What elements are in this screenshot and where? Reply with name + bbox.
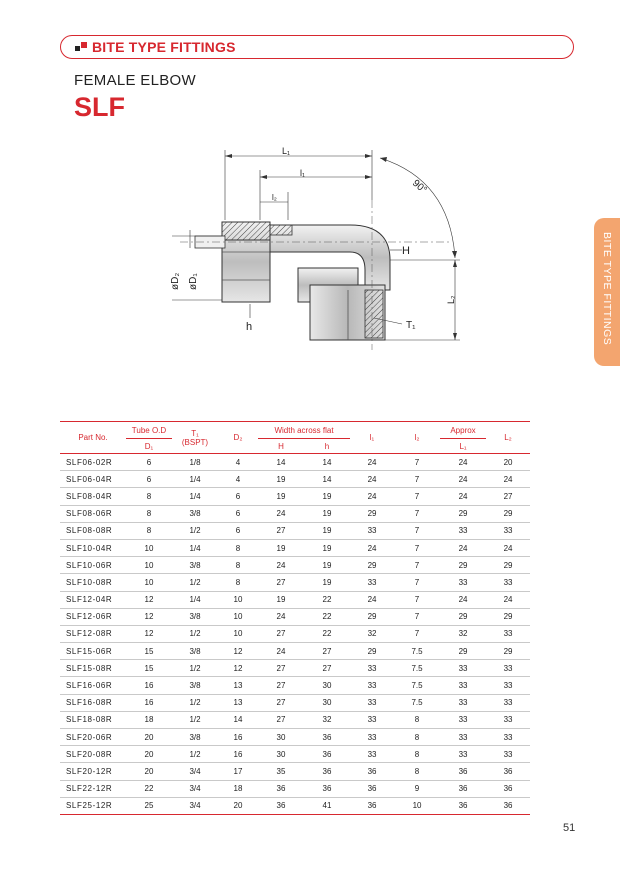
table-row (60, 694, 530, 711)
table-cell: 8 (126, 488, 172, 505)
table-cell: 1/4 (172, 539, 218, 556)
table-cell: 8 (394, 729, 440, 746)
col-H: H (278, 441, 284, 451)
table-cell: 33 (350, 660, 394, 677)
table-cell: 16 (218, 746, 258, 763)
part-number-cell: SLF10-08R (60, 574, 126, 591)
table-cell: 16 (126, 677, 172, 694)
table-cell: 41 (304, 797, 350, 814)
table-cell: 10 (218, 591, 258, 608)
table-cell: 24 (486, 471, 530, 488)
table-cell: 24 (440, 454, 486, 471)
table-cell: 20 (126, 763, 172, 780)
table-cell: 36 (304, 780, 350, 797)
table-cell: 10 (126, 574, 172, 591)
table-cell: 36 (440, 763, 486, 780)
table-row (60, 729, 530, 746)
table-cell: 30 (304, 677, 350, 694)
table-cell: 33 (440, 660, 486, 677)
part-number-cell: SLF10-04R (60, 539, 126, 556)
table-cell: 1/2 (172, 694, 218, 711)
part-number-cell: SLF08-04R (60, 488, 126, 505)
table-cell: 36 (350, 780, 394, 797)
table-cell: 32 (350, 625, 394, 642)
table-cell: 33 (350, 729, 394, 746)
table-cell: 6 (218, 505, 258, 522)
part-number-cell: SLF12-06R (60, 608, 126, 625)
table-cell: 33 (486, 660, 530, 677)
table-cell: 29 (440, 505, 486, 522)
table-cell: 27 (304, 643, 350, 660)
angle-label: 90° (410, 177, 429, 197)
table-cell: 7 (394, 505, 440, 522)
table-cell: 14 (258, 454, 304, 471)
table-cell: 35 (258, 763, 304, 780)
dim-T1: T₁ (406, 320, 416, 331)
table-cell: 12 (126, 625, 172, 642)
table-cell: 36 (258, 797, 304, 814)
table-cell: 24 (440, 591, 486, 608)
table-cell: 33 (486, 625, 530, 642)
table-cell: 13 (218, 677, 258, 694)
table-cell: 3/8 (172, 505, 218, 522)
col-l2: l₂ (414, 433, 420, 442)
table-cell: 7.5 (394, 677, 440, 694)
table-cell: 36 (440, 780, 486, 797)
col-h: h (324, 441, 330, 451)
table-cell: 6 (218, 488, 258, 505)
table-cell: 36 (304, 746, 350, 763)
col-t1: T₁ (BSPT) (181, 428, 209, 447)
table-cell: 10 (218, 608, 258, 625)
table-row (60, 505, 530, 522)
nut-body (222, 222, 270, 302)
part-number-cell: SLF15-06R (60, 643, 126, 660)
table-cell: 22 (304, 625, 350, 642)
col-l1: l₁ (369, 433, 375, 442)
table-cell: 20 (218, 797, 258, 814)
table-cell: 33 (486, 694, 530, 711)
table-cell: 29 (440, 608, 486, 625)
table-cell: 7.5 (394, 660, 440, 677)
table-cell: 12 (218, 643, 258, 660)
table-cell: 14 (218, 711, 258, 728)
dim-L1: L₁ (282, 146, 291, 156)
col-tube-od: Tube O.D (126, 422, 172, 439)
table-cell: 1/4 (172, 591, 218, 608)
table-cell: 19 (258, 539, 304, 556)
table-row (60, 780, 530, 797)
table-cell: 27 (258, 522, 304, 539)
table-cell: 15 (126, 660, 172, 677)
part-number-cell: SLF22-12R (60, 780, 126, 797)
table-cell: 3/8 (172, 643, 218, 660)
table-cell: 24 (440, 471, 486, 488)
table-cell: 27 (304, 660, 350, 677)
table-cell: 33 (440, 694, 486, 711)
part-number-cell: SLF08-08R (60, 522, 126, 539)
table-cell: 33 (350, 677, 394, 694)
table-cell: 19 (304, 557, 350, 574)
table-cell: 36 (304, 763, 350, 780)
table-row (60, 746, 530, 763)
table-cell: 29 (440, 557, 486, 574)
dim-l2: l₂ (272, 193, 277, 202)
table-cell: 29 (350, 557, 394, 574)
table-cell: 10 (218, 625, 258, 642)
table-cell: 30 (304, 694, 350, 711)
table-cell: 33 (440, 711, 486, 728)
table-cell: 13 (218, 694, 258, 711)
table-cell: 33 (350, 574, 394, 591)
side-tab-label: BITE TYPE FITTINGS (601, 232, 613, 346)
table-cell: 18 (218, 780, 258, 797)
table-cell: 19 (304, 574, 350, 591)
table-cell: 7 (394, 574, 440, 591)
table-cell: 32 (304, 711, 350, 728)
part-number-cell: SLF20-06R (60, 729, 126, 746)
table-cell: 27 (258, 574, 304, 591)
table-cell: 14 (304, 454, 350, 471)
table-cell: 1/2 (172, 574, 218, 591)
part-number-cell: SLF20-12R (60, 763, 126, 780)
table-cell: 1/2 (172, 660, 218, 677)
table-cell: 33 (486, 677, 530, 694)
col-approx: Approx (440, 422, 486, 439)
part-number-cell: SLF12-08R (60, 625, 126, 642)
col-d2: D₂ (233, 433, 243, 442)
side-tab[interactable] (594, 218, 620, 366)
table-cell: 33 (440, 677, 486, 694)
table-cell: 7 (394, 471, 440, 488)
table-cell: 3/4 (172, 797, 218, 814)
table-cell: 8 (218, 574, 258, 591)
table-cell: 24 (440, 488, 486, 505)
table-cell: 3/8 (172, 608, 218, 625)
table-cell: 19 (304, 522, 350, 539)
table-cell: 1/8 (172, 454, 218, 471)
section-title: BITE TYPE FITTINGS (92, 39, 236, 55)
table-cell: 27 (258, 694, 304, 711)
table-row (60, 557, 530, 574)
table-cell: 6 (218, 522, 258, 539)
table-cell: 24 (440, 539, 486, 556)
table-cell: 24 (258, 643, 304, 660)
table-cell: 24 (258, 505, 304, 522)
table-cell: 27 (258, 677, 304, 694)
table-cell: 24 (350, 539, 394, 556)
table-cell: 1/2 (172, 746, 218, 763)
table-cell: 30 (258, 729, 304, 746)
table-cell: 24 (258, 557, 304, 574)
table-cell: 33 (486, 746, 530, 763)
part-number-cell: SLF12-04R (60, 591, 126, 608)
table-cell: 7 (394, 591, 440, 608)
table-row (60, 574, 530, 591)
part-number-cell: SLF06-04R (60, 471, 126, 488)
table-cell: 36 (304, 729, 350, 746)
part-number-cell: SLF15-08R (60, 660, 126, 677)
dim-h: h (246, 321, 253, 333)
table-cell: 19 (304, 539, 350, 556)
table-cell: 32 (440, 625, 486, 642)
table-cell: 25 (126, 797, 172, 814)
table-row (60, 625, 530, 642)
dim-D2: øD₂ (170, 272, 181, 290)
table-cell: 29 (486, 608, 530, 625)
table-cell: 33 (440, 729, 486, 746)
col-width-across-flat: Width across flat (258, 422, 350, 439)
table-cell: 10 (126, 539, 172, 556)
table-cell: 36 (440, 797, 486, 814)
table-cell: 7 (394, 557, 440, 574)
table-cell: 12 (126, 591, 172, 608)
dimension-table (60, 421, 530, 815)
table-cell: 12 (218, 660, 258, 677)
table-cell: 24 (350, 591, 394, 608)
table-cell: 33 (350, 746, 394, 763)
table-cell: 19 (258, 591, 304, 608)
table-cell: 9 (394, 780, 440, 797)
table-cell: 6 (126, 471, 172, 488)
table-cell: 33 (486, 522, 530, 539)
table-cell: 20 (126, 729, 172, 746)
table-cell: 33 (440, 522, 486, 539)
col-d1: D₁ (144, 441, 154, 451)
table-row (60, 797, 530, 814)
table-cell: 24 (486, 539, 530, 556)
table-row (60, 643, 530, 660)
table-cell: 6 (126, 454, 172, 471)
table-cell: 1/2 (172, 711, 218, 728)
table-cell: 33 (440, 746, 486, 763)
table-cell: 8 (218, 539, 258, 556)
dim-L2: L₂ (446, 295, 456, 304)
table-row (60, 608, 530, 625)
table-cell: 33 (350, 711, 394, 728)
table-cell: 29 (486, 505, 530, 522)
table-row (60, 591, 530, 608)
table-cell: 1/2 (172, 522, 218, 539)
table-cell: 3/8 (172, 557, 218, 574)
table-cell: 22 (126, 780, 172, 797)
part-number-cell: SLF10-06R (60, 557, 126, 574)
table-cell: 22 (304, 591, 350, 608)
table-cell: 12 (126, 608, 172, 625)
table-row (60, 454, 530, 471)
table-cell: 36 (350, 763, 394, 780)
table-cell: 29 (350, 505, 394, 522)
table-cell: 1/4 (172, 471, 218, 488)
table-cell: 15 (126, 643, 172, 660)
table-cell: 3/4 (172, 780, 218, 797)
table-row (60, 539, 530, 556)
table-cell: 33 (350, 694, 394, 711)
part-number-cell: SLF16-06R (60, 677, 126, 694)
table-cell: 7 (394, 625, 440, 642)
table-cell: 3/8 (172, 729, 218, 746)
table-cell: 8 (126, 522, 172, 539)
table-cell: 33 (486, 574, 530, 591)
table-row (60, 488, 530, 505)
table-cell: 29 (486, 557, 530, 574)
table-cell: 19 (258, 471, 304, 488)
col-part-no: Part No. (78, 433, 108, 442)
fitting-drawing (150, 140, 470, 360)
table-row (60, 763, 530, 780)
table-cell: 33 (486, 729, 530, 746)
table-cell: 16 (218, 729, 258, 746)
table-cell: 3/8 (172, 677, 218, 694)
table-cell: 27 (486, 488, 530, 505)
table-cell: 8 (218, 557, 258, 574)
col-L1: L₁ (459, 441, 467, 451)
table-cell: 20 (126, 746, 172, 763)
section-header (60, 35, 574, 59)
dim-H: H (402, 245, 410, 257)
part-number-cell: SLF06-02R (60, 454, 126, 471)
table-cell: 7 (394, 522, 440, 539)
table-cell: 1/4 (172, 488, 218, 505)
table-cell: 20 (486, 454, 530, 471)
table-cell: 24 (350, 488, 394, 505)
table-cell: 19 (304, 488, 350, 505)
part-number-cell: SLF20-08R (60, 746, 126, 763)
table-cell: 36 (258, 780, 304, 797)
dim-D1: øD₁ (188, 273, 199, 290)
table-cell: 29 (350, 643, 394, 660)
table-row (60, 471, 530, 488)
table-cell: 36 (486, 780, 530, 797)
table-cell: 7.5 (394, 643, 440, 660)
table-cell: 30 (258, 746, 304, 763)
table-cell: 7 (394, 608, 440, 625)
table-cell: 24 (350, 454, 394, 471)
table-cell: 19 (304, 505, 350, 522)
table-cell: 29 (350, 608, 394, 625)
table-cell: 17 (218, 763, 258, 780)
table-cell: 27 (258, 625, 304, 642)
table-cell: 22 (304, 608, 350, 625)
table-cell: 24 (350, 471, 394, 488)
table-cell: 8 (394, 711, 440, 728)
table-cell: 10 (394, 797, 440, 814)
table-cell: 24 (486, 591, 530, 608)
table-cell: 33 (350, 522, 394, 539)
brand-squares-icon (75, 42, 87, 54)
table-cell: 8 (394, 763, 440, 780)
table-cell: 7 (394, 539, 440, 556)
table-cell: 33 (440, 574, 486, 591)
col-L2: L₂ (504, 433, 512, 442)
table-row (60, 522, 530, 539)
part-number-cell: SLF16-08R (60, 694, 126, 711)
table-cell: 36 (486, 763, 530, 780)
table-cell: 4 (218, 454, 258, 471)
table-cell: 7.5 (394, 694, 440, 711)
table-cell: 36 (486, 797, 530, 814)
table-cell: 18 (126, 711, 172, 728)
table-cell: 3/4 (172, 763, 218, 780)
table-cell: 7 (394, 488, 440, 505)
table-cell: 27 (258, 660, 304, 677)
part-number-cell: SLF08-06R (60, 505, 126, 522)
part-number-cell: SLF18-08R (60, 711, 126, 728)
part-number-cell: SLF25-12R (60, 797, 126, 814)
table-cell: 29 (440, 643, 486, 660)
page-number: 51 (563, 822, 576, 834)
table-cell: 8 (126, 505, 172, 522)
table-cell: 36 (350, 797, 394, 814)
table-cell: 14 (304, 471, 350, 488)
table-cell: 29 (486, 643, 530, 660)
table-cell: 16 (126, 694, 172, 711)
table-cell: 24 (258, 608, 304, 625)
product-code: SLF (74, 92, 125, 122)
table-cell: 1/2 (172, 625, 218, 642)
table-cell: 10 (126, 557, 172, 574)
table-cell: 27 (258, 711, 304, 728)
table-cell: 19 (258, 488, 304, 505)
dim-l1: l₁ (300, 168, 306, 178)
table-cell: 33 (486, 711, 530, 728)
table-row (60, 660, 530, 677)
table-cell: 4 (218, 471, 258, 488)
product-name: FEMALE ELBOW (74, 72, 196, 89)
table-cell: 8 (394, 746, 440, 763)
table-row (60, 711, 530, 728)
table-row (60, 677, 530, 694)
table-cell: 7 (394, 454, 440, 471)
